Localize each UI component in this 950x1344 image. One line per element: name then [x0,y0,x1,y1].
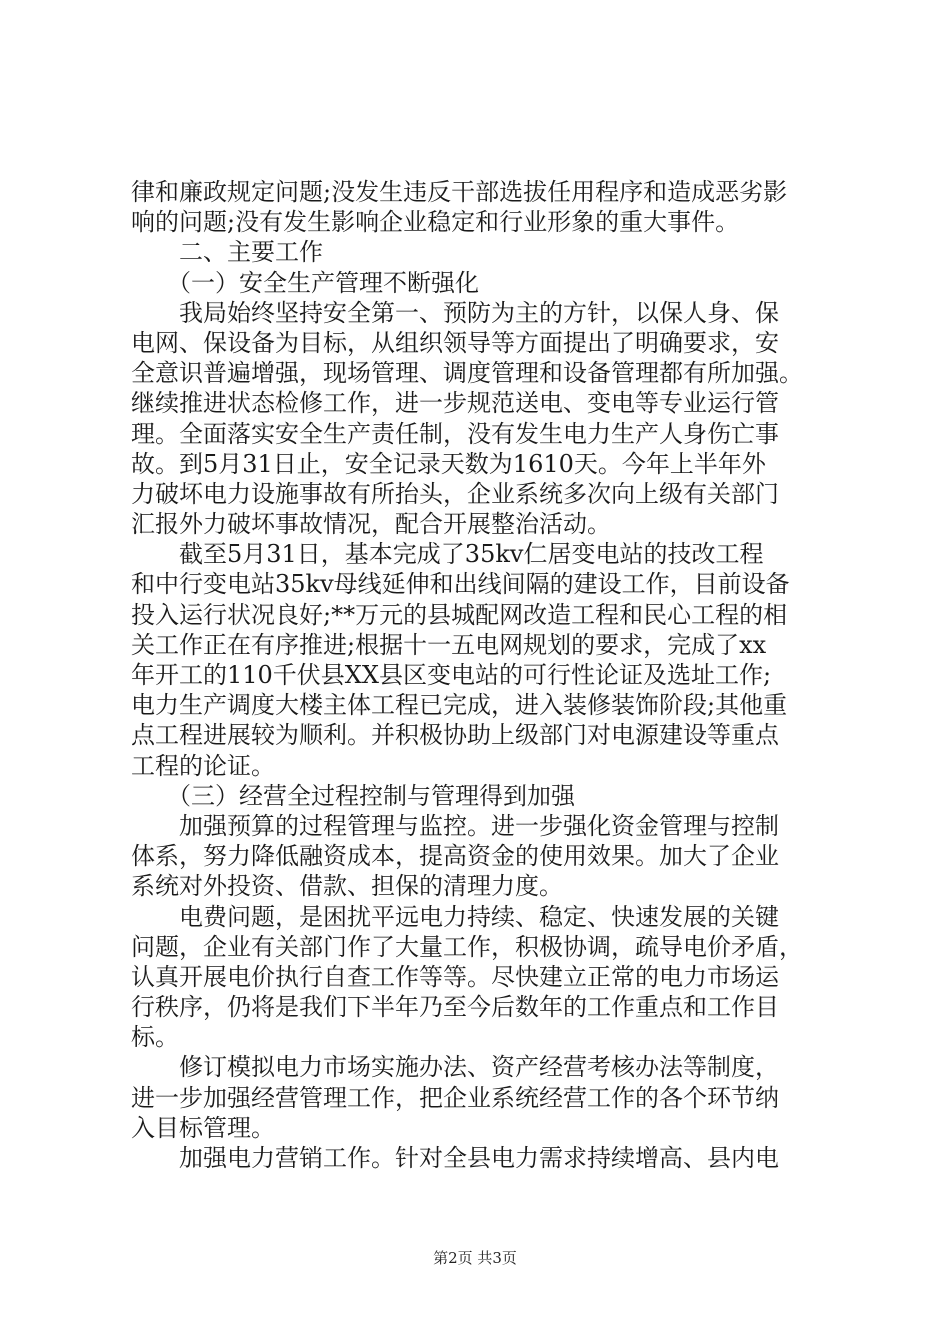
text-line: 加强预算的过程管理与监控。进一步强化资金管理与控制 [131,811,779,840]
text-line: 电力生产调度大楼主体工程已完成，进入装修装饰阶段;其他重 [131,691,788,720]
text-line: 点工程进展较为顺利。并积极协助上级部门对电源建设等重点 [131,721,779,750]
text-line: 全意识普遍增强，现场管理、调度管理和设备管理都有所加强。 [131,359,803,388]
text-line: 标。 [131,1023,179,1052]
text-line: 故。到5月31日止，安全记录天数为1610天。今年上半年外 [131,449,766,478]
text-line: 进一步加强经营管理工作，把企业系统经营工作的各个环节纳 [131,1083,779,1112]
text-line: 认真开展电价执行自查工作等等。尽快建立正常的电力市场运 [131,962,779,991]
text-line: 加强电力营销工作。针对全县电力需求持续增高、县内电 [131,1144,779,1172]
page-number-footer: 第2页 共3页 [433,1249,517,1267]
text-line: 行秩序，仍将是我们下半年乃至今后数年的工作重点和工作目 [131,993,779,1022]
text-line: 汇报外力破坏事故情况，配合开展整治活动。 [131,510,611,539]
text-line: 力破坏电力设施事故有所抬头，企业系统多次向上级有关部门 [131,479,779,508]
text-line: 理。全面落实安全生产责任制，没有发生电力生产人身伤亡事 [131,419,779,448]
text-line: 和中行变电站35kv母线延伸和出线间隔的建设工作，目前设备 [131,570,790,599]
text-line: 我局始终坚持安全第一、预防为主的方针，以保人身、保 [131,298,779,327]
text-line: 体系，努力降低融资成本，提高资金的使用效果。加大了企业 [131,842,779,871]
text-line: 电网、保设备为目标，从组织领导等方面提出了明确要求，安 [131,328,779,357]
text-line: 电费问题，是困扰平远电力持续、稳定、快速发展的关键 [131,902,779,931]
text-line: 响的问题;没有发生影响企业稳定和行业形象的重大事件。 [131,208,740,237]
text-line: 继续推进状态检修工作，进一步规范送电、变电等专业运行管 [131,389,779,418]
text-line: 律和廉政规定问题;没发生违反干部选拔任用程序和造成恶劣影 [131,178,788,206]
text-line: 修订模拟电力市场实施办法、资产经营考核办法等制度， [131,1053,779,1082]
text-line: 截至5月31日，基本完成了35kv仁居变电站的技改工程 [131,540,764,569]
subsection-heading: （三）经营全过程控制与管理得到加强 [131,781,575,810]
text-line: 问题，企业有关部门作了大量工作，积极协调，疏导电价矛盾， [131,932,803,961]
text-line: 入目标管理。 [131,1113,275,1142]
text-line: 系统对外投资、借款、担保的清理力度。 [131,872,563,901]
text-line: 关工作正在有序推进;根据十一五电网规划的要求，完成了xx [131,630,767,659]
document-body [131,177,831,1173]
subsection-heading: （一）安全生产管理不断强化 [131,268,479,297]
text-line: 投入运行状况良好;**万元的县城配网改造工程和民心工程的相 [131,600,788,629]
text-line: 年开工的110千伏县XX县区变电站的可行性论证及选址工作; [131,661,772,689]
text-line: 工程的论证。 [131,751,275,780]
section-heading: 二、主要工作 [131,238,323,267]
